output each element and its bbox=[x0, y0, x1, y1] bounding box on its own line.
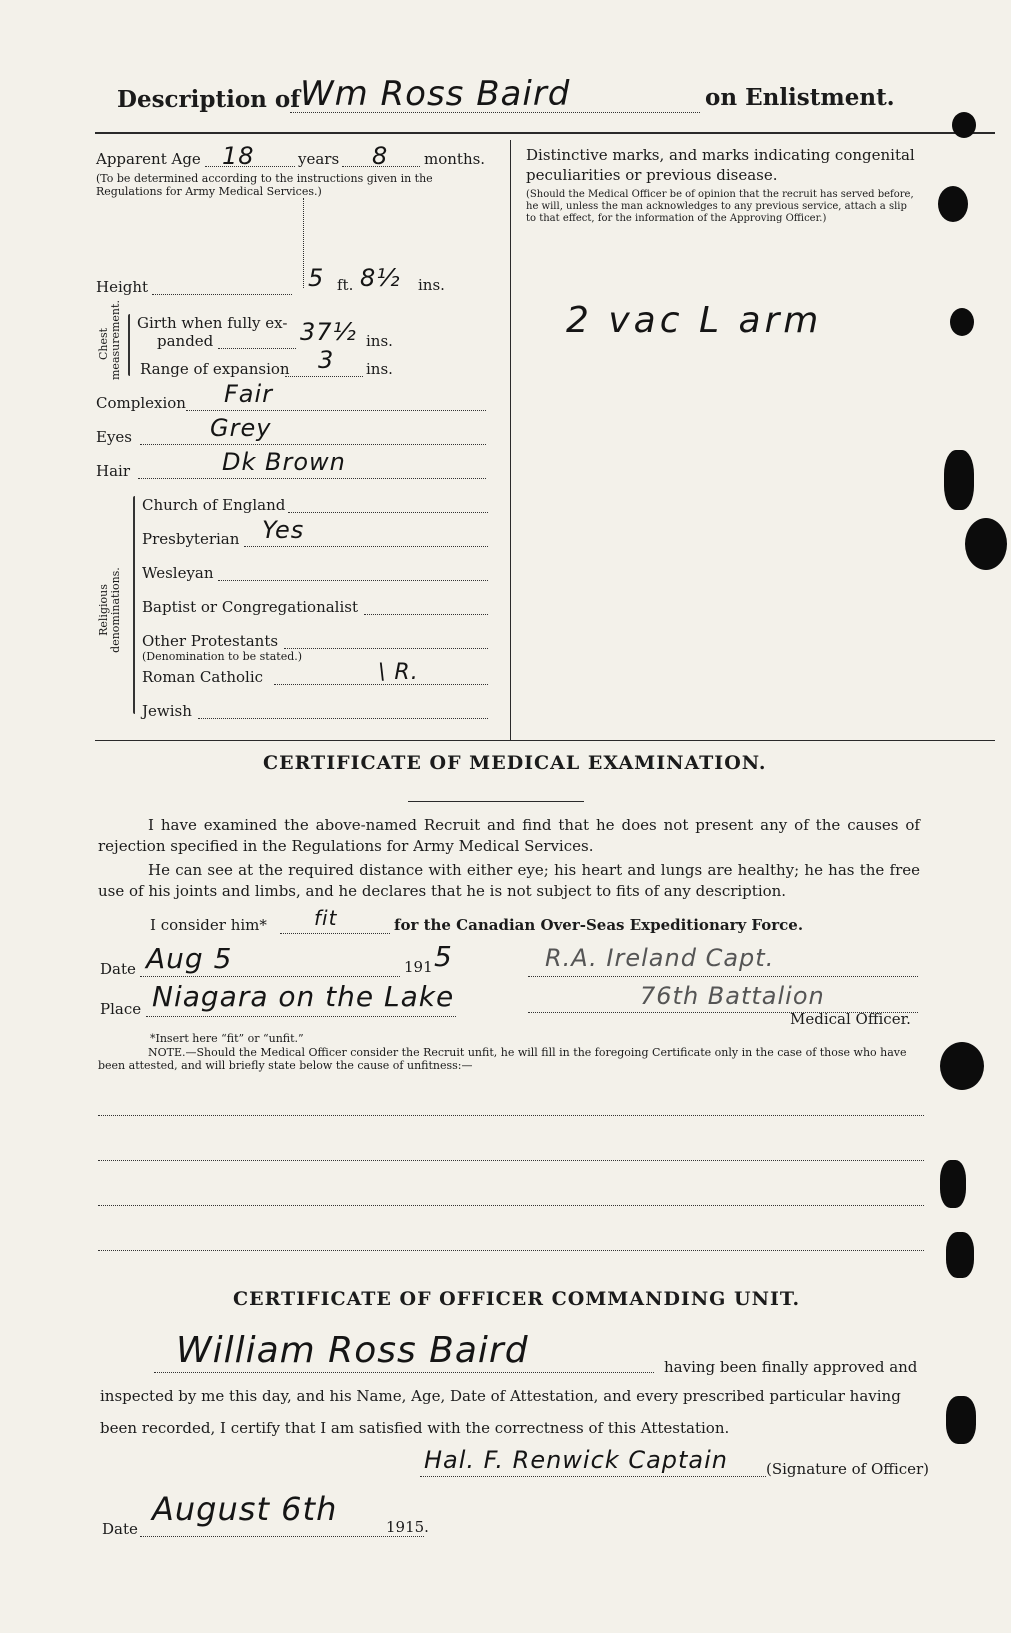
girth-value: 37½ bbox=[300, 318, 357, 346]
marks-note: (Should the Medical Officer be of opinion that the recruit has served before, he will, unless the man acknowledges to any previous service, attach a slip to that effect, for the information of the Approving Officer.) bbox=[526, 189, 914, 224]
roman-catholic: Roman Catholic bbox=[142, 668, 264, 686]
religious-denominations-label: Religious denominations. bbox=[97, 567, 122, 653]
battalion-value: 76th Battalion bbox=[640, 982, 825, 1010]
range-value: 3 bbox=[318, 346, 335, 374]
range-ins-label: ins. bbox=[366, 360, 393, 378]
column-divider bbox=[510, 140, 511, 740]
other-protestants: Other Protestants bbox=[142, 632, 279, 650]
punch-hole bbox=[946, 1232, 974, 1278]
punch-hole bbox=[938, 186, 968, 222]
commanding-date-label: Date bbox=[102, 1520, 138, 1538]
hair-value: Dk Brown bbox=[222, 448, 346, 476]
punch-hole bbox=[940, 1042, 984, 1090]
punch-hole bbox=[950, 308, 974, 336]
commanding-heading: CERTIFICATE OF OFFICER COMMANDING UNIT. bbox=[233, 1288, 801, 1310]
header-rule bbox=[95, 132, 995, 134]
punch-hole bbox=[965, 518, 1007, 570]
punch-hole bbox=[946, 1396, 976, 1444]
wesleyan: Wesleyan bbox=[142, 564, 214, 582]
punch-hole bbox=[940, 1160, 966, 1208]
age-note: (To be determined according to the instructions given in the Regulations for Army Medical Services.) bbox=[96, 172, 433, 198]
title-suffix: on Enlistment. bbox=[705, 84, 895, 111]
commanding-year: 1915. bbox=[386, 1518, 429, 1536]
months-label: months. bbox=[424, 150, 486, 168]
consider-label: I consider him* bbox=[150, 916, 267, 934]
complexion-value: Fair bbox=[224, 380, 274, 408]
eyes-value: Grey bbox=[210, 414, 272, 442]
denomination-note: (Denomination to be stated.) bbox=[142, 650, 303, 663]
hair-label: Hair bbox=[96, 462, 130, 480]
chest-measurement-label: Chest measurement. bbox=[97, 300, 122, 380]
commanding-text-3: been recorded, I certify that I am satisfied with the correctness of this Attestation. bbox=[100, 1419, 730, 1437]
marks-heading-1: Distinctive marks, and marks indicating congenital bbox=[526, 146, 915, 164]
year-prefix: 191 bbox=[404, 958, 433, 976]
range-label: Range of expansion bbox=[140, 360, 290, 378]
insert-note: *Insert here “fit” or “unfit.” bbox=[150, 1032, 304, 1045]
commanding-name: William Ross Baird bbox=[176, 1330, 529, 1371]
girth-ins-label: ins. bbox=[366, 332, 393, 350]
marks-value: 2 vac L arm bbox=[566, 300, 823, 341]
signature-label: (Signature of Officer) bbox=[766, 1460, 930, 1478]
punch-hole bbox=[944, 450, 974, 510]
baptist: Baptist or Congregationalist bbox=[142, 598, 358, 616]
age-years: 18 bbox=[222, 142, 255, 170]
commanding-signature: Hal. F. Renwick Captain bbox=[424, 1446, 729, 1474]
medical-para-2: He can see at the required distance with either eye; his heart and lungs are healthy; he has the free use of his joints and limbs, and he declares that he is not subject to fits of any description. bbox=[98, 861, 920, 900]
place-value: Niagara on the Lake bbox=[152, 980, 455, 1013]
presbyterian: Presbyterian bbox=[142, 530, 240, 548]
commanding-date-value: August 6th bbox=[152, 1490, 338, 1528]
medical-officer-signature: R.A. Ireland Capt. bbox=[545, 944, 775, 972]
enlistment-description-page: Description of Wm Ross Baird on Enlistment. Apparent Age 18 years 8 months. (To be determined according to the instructions given in the Regulations for Army Medical Services.) Height 5 ft. 8½ ins. Chest measurement. Girth when fully ex- panded 37½ ins. Range of expansion 3 ins. Complexion Fair Eyes Grey Hair Dk Brown Religious denominations. Church of England Presbyterian Yes Wesleyan Baptist or Congregationalist Other Protestants (Denomination to be stated.) Roman Catholic \ R. Jewish Distinctive marks, and marks indicating congenital peculiarities or previous disease. (Should the Medical Officer be of opinion that the recruit has served before, he will, unless the man acknowledges to any previous service, attach a slip to that effect, for the information of the Approving Officer.) 2 vac L arm CERTIFICATE OF MEDICAL EXAMINATION. I have examined the above-named Recruit and find that he does not present any of the causes of rejection specified in the Regulations for Army Medical Services. He can see at the required distance with either eye; his heart and lungs are healthy; he has the free use of his joints and limbs, and he declares that he is not subject to fits of any description. I consider him* fit for the Canadian Over-Seas Expeditionary Force. Date Aug 5 191 5 R.A. Ireland Capt. Place Niagara on the Lake 76th Battalion Medical Officer. *Insert here “fit” or “unfit.” NOTE.—Should the Medical Officer consider the Recruit unfit, he will fill in the foregoing Certificate only in the case of those who have been attested, and will briefly state below the cause of unfitness:— CERTIFICATE OF OFFICER COMMANDING UNIT. William Ross Baird having been finally approved and inspected by me this day, and his Name, Age, Date of Attestation, and every prescribed particular having been recorded, I certify that I am satisfied with the correctness of this Attestation. Hal. F. Renwick Captain (Signature of Officer) Date August 6th 1915. bbox=[0, 0, 1011, 1633]
unfit-note: NOTE.—Should the Medical Officer consider the Recruit unfit, he will fill in the foregoing Certificate only in the case of those who have been attested, and will briefly state below the cause of unfitness:— bbox=[98, 1046, 907, 1072]
place-label: Place bbox=[100, 1000, 142, 1018]
date-value: Aug 5 bbox=[146, 942, 233, 975]
commanding-text-2: inspected by me this day, and his Name, Age, Date of Attestation, and every prescribed particular having bbox=[100, 1387, 901, 1405]
commanding-text-1: having been finally approved and bbox=[664, 1358, 918, 1376]
marks-heading-2: peculiarities or previous disease. bbox=[526, 166, 778, 184]
height-ins-label: ins. bbox=[418, 276, 445, 294]
complexion-label: Complexion bbox=[96, 394, 186, 412]
medical-heading: CERTIFICATE OF MEDICAL EXAMINATION. bbox=[263, 752, 767, 774]
medical-officer-label: Medical Officer. bbox=[790, 1010, 911, 1028]
height-inches: 8½ bbox=[360, 264, 401, 292]
girth-label-2: panded bbox=[157, 332, 214, 350]
consider-suffix: for the Canadian Over-Seas Expeditionary Force. bbox=[394, 916, 804, 934]
eyes-label: Eyes bbox=[96, 428, 132, 446]
punch-hole bbox=[952, 112, 976, 138]
height-label: Height bbox=[96, 278, 149, 296]
year-value: 5 bbox=[434, 940, 453, 973]
girth-label-1: Girth when fully ex- bbox=[137, 314, 288, 332]
age-months: 8 bbox=[372, 142, 389, 170]
title-name: Wm Ross Baird bbox=[300, 74, 571, 114]
ft-label: ft. bbox=[337, 276, 354, 294]
medical-para-1: I have examined the above-named Recruit and find that he does not present any of the causes of rejection specified in the Regulations for Army Medical Services. bbox=[98, 816, 920, 855]
church-of-england: Church of England bbox=[142, 496, 286, 514]
height-feet: 5 bbox=[308, 264, 325, 292]
presbyterian-value: Yes bbox=[262, 516, 305, 544]
age-label: Apparent Age bbox=[96, 150, 201, 168]
years-label: years bbox=[298, 150, 340, 168]
consider-value: fit bbox=[314, 906, 338, 930]
jewish: Jewish bbox=[142, 702, 192, 720]
title-prefix: Description of bbox=[117, 86, 301, 113]
date-label: Date bbox=[100, 960, 136, 978]
